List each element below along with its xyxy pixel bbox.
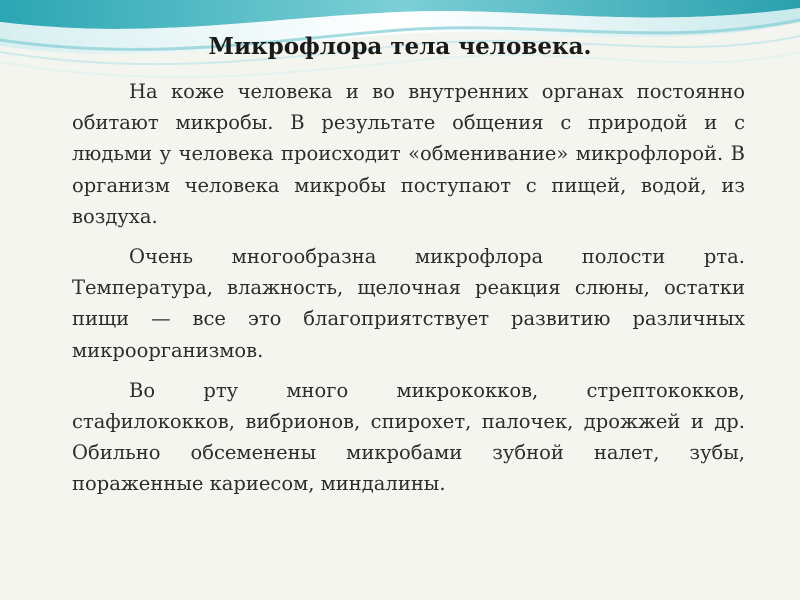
paragraph-oral-microflora: Очень многообразна микрофлора полости рта. Температура, влажность, щелочная реакция слюны, остатки пищи — все это благоприятствует развитию различных микроорганизмов. [72, 245, 745, 362]
paragraph-mouth-microorganisms: Во рту много микрококков, стрептококков, стафилококков, вибрионов, спирохет, палочек, дрожжей и др. Обильно обсеменены микробами зубной налет, зубы, пораженные кариесом, миндалины. [72, 378, 745, 496]
paragraph-skin-microbes: На коже человека и во внутренних органах постоянно обитают микробы. В результате общения с природой и с людьми у человека происходит «обменивание» микрофлорой. В организм человека микробы поступают с пищей, водой, из воздуха. [72, 80, 745, 228]
slide-body [72, 76, 745, 509]
slide-title: Микрофлора тела человека. [208, 33, 592, 60]
